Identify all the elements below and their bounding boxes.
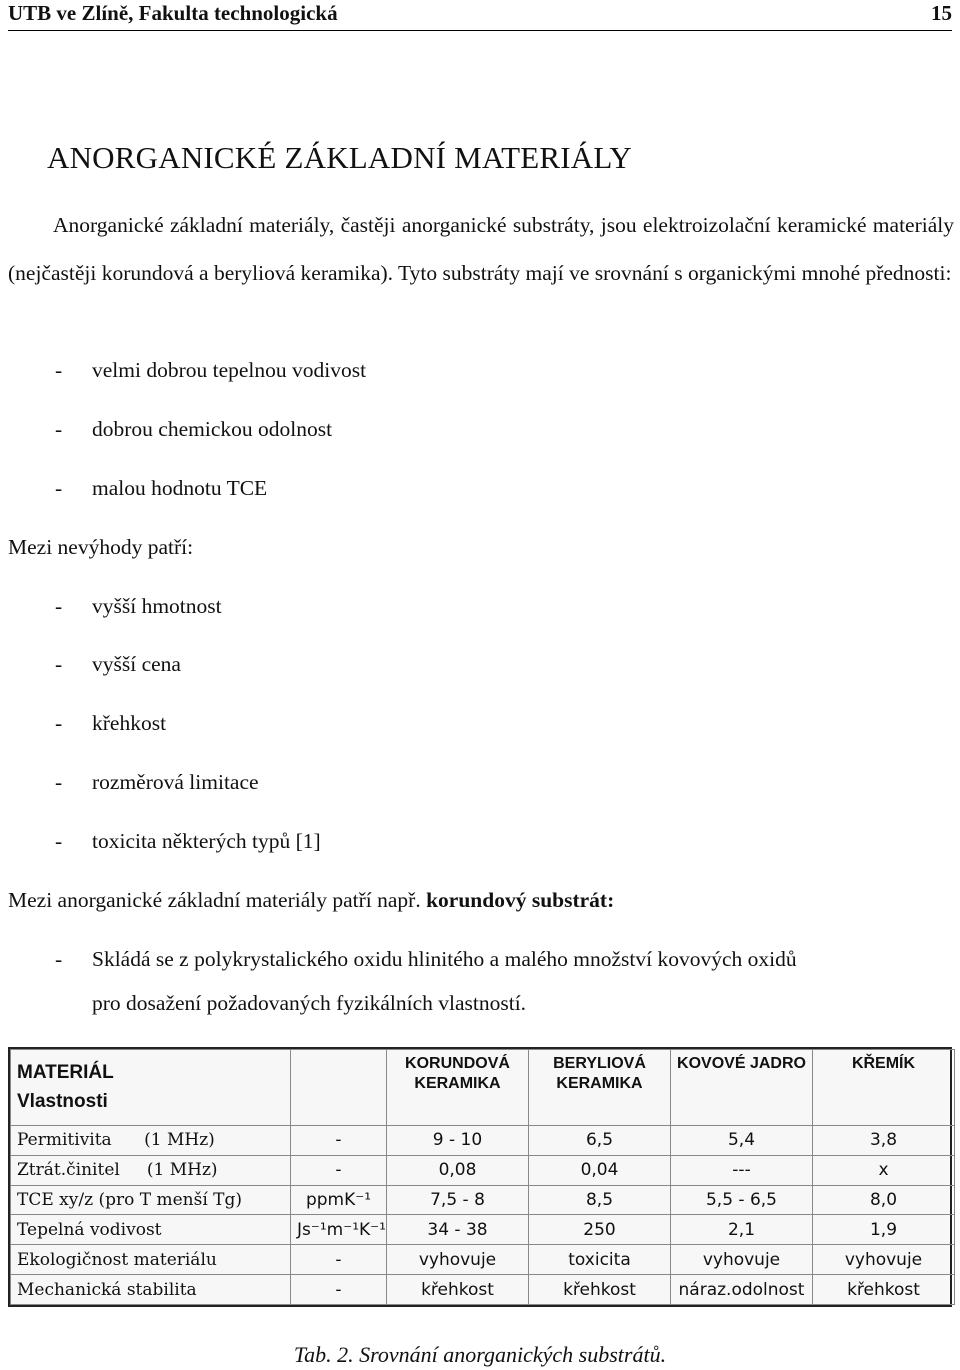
property-name: Permitivita bbox=[17, 1130, 112, 1151]
table-cell: křehkost bbox=[813, 1275, 955, 1305]
table-row bbox=[11, 1185, 955, 1215]
table-cell: křehkost bbox=[387, 1275, 529, 1305]
table-cell: vyhovuje bbox=[387, 1245, 529, 1275]
row-property bbox=[11, 1126, 291, 1156]
substrate-description-line1: Skládá se z polykrystalického oxidu hlinitého a malého množství kovových oxidů bbox=[92, 947, 797, 971]
disadvantages-heading: Mezi nevýhody patří: bbox=[8, 535, 194, 559]
row-unit: ppmK⁻¹ bbox=[291, 1185, 387, 1215]
table-row bbox=[11, 1155, 955, 1185]
bullet-dash: - bbox=[55, 652, 63, 676]
table-row bbox=[11, 1126, 955, 1156]
intro-paragraph bbox=[8, 201, 954, 297]
table-cell: toxicita bbox=[529, 1245, 671, 1275]
substrate-intro-text: Mezi anorganické základní materiály patří např. bbox=[8, 888, 421, 912]
column-header: KŘEMÍK bbox=[813, 1050, 955, 1126]
property-condition: (1 MHz) bbox=[146, 1160, 218, 1181]
table-cell: 6,5 bbox=[529, 1126, 671, 1156]
table-row bbox=[11, 1275, 955, 1305]
property-condition: (1 MHz) bbox=[144, 1130, 215, 1151]
disadvantage-item: toxicita některých typů [1] bbox=[92, 829, 321, 853]
corner-material-label: MATERIÁL bbox=[17, 1062, 114, 1083]
table-cell: 250 bbox=[529, 1215, 671, 1245]
page-header bbox=[8, 0, 952, 31]
table-row bbox=[11, 1215, 955, 1245]
row-unit: - bbox=[291, 1245, 387, 1275]
table-header-unit bbox=[291, 1050, 387, 1126]
table-cell: 7,5 - 8 bbox=[387, 1185, 529, 1215]
row-property: Ekologičnost materiálu bbox=[11, 1245, 291, 1275]
substrate-description-line2: pro dosažení požadovaných fyzikálních vlastností. bbox=[92, 991, 527, 1015]
row-property: Mechanická stabilita bbox=[11, 1275, 291, 1305]
corner-properties-label: Vlastnosti bbox=[17, 1091, 108, 1112]
table-cell: křehkost bbox=[529, 1275, 671, 1305]
substrate-name: korundový substrát: bbox=[426, 888, 615, 912]
table-cell: 1,9 bbox=[813, 1215, 955, 1245]
header-institution: UTB ve Zlíně, Fakulta technologická bbox=[8, 1, 338, 25]
row-unit: - bbox=[291, 1155, 387, 1185]
row-unit: Js⁻¹m⁻¹K⁻¹ bbox=[291, 1215, 387, 1245]
table-cell: 2,1 bbox=[671, 1215, 813, 1245]
table-cell: 5,5 - 6,5 bbox=[671, 1185, 813, 1215]
table-cell: 0,08 bbox=[387, 1155, 529, 1185]
row-unit: - bbox=[291, 1126, 387, 1156]
bullet-dash: - bbox=[55, 711, 63, 735]
intro-text: Anorganické základní materiály, častěji anorganické substráty, jsou elektroizolační keramické materiály (nejčastěji korundová a beryliová keramika). Tyto substráty mají ve srovnání s organickými mnohé přednosti: bbox=[8, 213, 954, 285]
table-cell: x bbox=[813, 1155, 955, 1185]
properties-table bbox=[10, 1049, 955, 1305]
disadvantage-item: křehkost bbox=[92, 711, 167, 735]
table-cell: 34 - 38 bbox=[387, 1215, 529, 1245]
advantage-item: malou hodnotu TCE bbox=[92, 476, 268, 500]
bullet-dash: - bbox=[55, 947, 63, 971]
row-property bbox=[11, 1155, 291, 1185]
table-cell: 0,04 bbox=[529, 1155, 671, 1185]
table-cell: 3,8 bbox=[813, 1126, 955, 1156]
table-cell: 9 - 10 bbox=[387, 1126, 529, 1156]
bullet-dash: - bbox=[55, 594, 63, 618]
bullet-dash: - bbox=[55, 829, 63, 853]
table-cell: náraz.odolnost bbox=[671, 1275, 813, 1305]
table-cell: vyhovuje bbox=[813, 1245, 955, 1275]
section-title: ANORGANICKÉ ZÁKLADNÍ MATERIÁLY bbox=[47, 140, 632, 175]
table-caption: Tab. 2. Srovnání anorganických substrátů. bbox=[293, 1342, 667, 1367]
column-header: KOVOVÉ JADRO bbox=[671, 1050, 813, 1126]
disadvantage-item: vyšší cena bbox=[92, 652, 181, 676]
row-property: TCE xy/z (pro T menší Tg) bbox=[11, 1185, 291, 1215]
disadvantage-item: vyšší hmotnost bbox=[92, 594, 222, 618]
table-cell: 8,0 bbox=[813, 1185, 955, 1215]
page-number: 15 bbox=[931, 1, 952, 25]
column-header: BERYLIOVÁ KERAMIKA bbox=[529, 1050, 671, 1126]
bullet-dash: - bbox=[55, 770, 63, 794]
bullet-dash: - bbox=[55, 358, 63, 382]
bullet-dash: - bbox=[55, 476, 63, 500]
properties-table-figure bbox=[8, 1047, 952, 1307]
substrate-intro bbox=[8, 888, 614, 913]
disadvantage-item: rozměrová limitace bbox=[92, 770, 259, 794]
row-unit: - bbox=[291, 1275, 387, 1305]
advantage-item: velmi dobrou tepelnou vodivost bbox=[92, 358, 367, 382]
table-cell: --- bbox=[671, 1155, 813, 1185]
table-header-row bbox=[11, 1050, 955, 1126]
table-cell: 8,5 bbox=[529, 1185, 671, 1215]
advantage-item: dobrou chemickou odolnost bbox=[92, 417, 333, 441]
property-name: Ztrát.činitel bbox=[17, 1160, 120, 1181]
column-header: KORUNDOVÁ KERAMIKA bbox=[387, 1050, 529, 1126]
row-property: Tepelná vodivost bbox=[11, 1215, 291, 1245]
table-row bbox=[11, 1245, 955, 1275]
table-cell: 5,4 bbox=[671, 1126, 813, 1156]
bullet-dash: - bbox=[55, 417, 63, 441]
table-cell: vyhovuje bbox=[671, 1245, 813, 1275]
table-corner-header bbox=[11, 1050, 291, 1126]
